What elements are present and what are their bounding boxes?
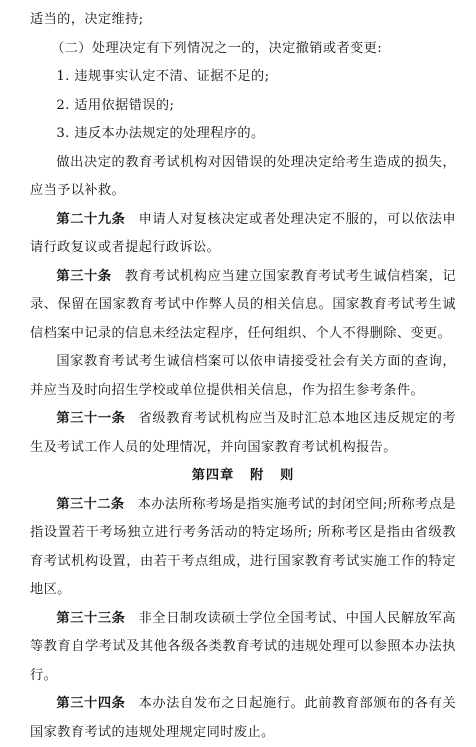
list-item: 1. 违规事实认定不清、证据不足的; — [56, 69, 270, 84]
chapter-title-1: 附 — [250, 468, 265, 483]
article-32-heading: 第三十二条 — [56, 496, 125, 512]
chapter-heading — [30, 462, 456, 491]
article-31-heading: 第三十一条 — [56, 411, 126, 426]
article-34 — [30, 690, 456, 747]
article-29-text: 申请人对复核决定或者处理决定不服的，可以依法申请行政复议或者提起行政诉讼。 — [30, 211, 456, 255]
article-31 — [30, 405, 456, 462]
paragraph-continuation: 适当的，决定维持; — [30, 12, 144, 27]
article-33 — [30, 605, 456, 691]
article-32 — [30, 491, 456, 605]
article-34-heading: 第三十四条 — [56, 696, 126, 711]
article-29-heading: 第二十九条 — [56, 211, 126, 227]
article-33-heading: 第三十三条 — [56, 610, 126, 626]
clause-two: （二）处理决定有下列情况之一的，决定撤销或者变更: — [51, 40, 383, 56]
article-33-text: 非全日制攻读硕士学位全国考试、中国人民解放军高等教育自学考试及其他各级各类教育考试的违规处理可以参照本办法执行。 — [30, 610, 456, 683]
list-item: 3. 违反本办法规定的处理程序的。 — [56, 126, 265, 141]
article-32-text: 本办法所称考场是指实施考试的封闭空间;所称考点是指设置若干考场独立进行考务活动的特定场所; 所称考区是指由省级教育考试机构设置，由若干考点组成，进行国家教育考试实施工作的特定地区。 — [30, 496, 456, 597]
chapter-title-2: 则 — [280, 468, 295, 483]
article-30-heading: 第三十条 — [56, 268, 112, 284]
paragraph-archive-query: 国家教育考试考生诚信档案可以依申请接受社会有关方面的查询，并应当及时向招生学校或单位提供相关信息，作为招生参考条件。 — [30, 354, 456, 398]
article-29 — [30, 206, 456, 263]
list-item: 2. 适用依据错误的; — [56, 97, 175, 113]
paragraph-remedy: 做出决定的教育考试机构对因错误的处理决定给考生造成的损失，应当予以补救。 — [30, 154, 456, 198]
article-30-text: 教育考试机构应当建立国家教育考试考生诚信档案，记录、保留在国家教育考试中作弊人员的相关信息。国家教育考试考生诚信档案中记录的信息未经法定程序，任何组织、个人不得删除、变更。 — [30, 268, 456, 341]
article-31-text: 省级教育考试机构应当及时汇总本地区违反规定的考生及考试工作人员的处理情况，并向国家教育考试机构报告。 — [30, 411, 456, 455]
article-30 — [30, 263, 456, 349]
article-34-text: 本办法自发布之日起施行。此前教育部颁布的各有关国家教育考试的违规处理规定同时废止。 — [30, 696, 456, 740]
chapter-number: 第四章 — [191, 468, 235, 483]
